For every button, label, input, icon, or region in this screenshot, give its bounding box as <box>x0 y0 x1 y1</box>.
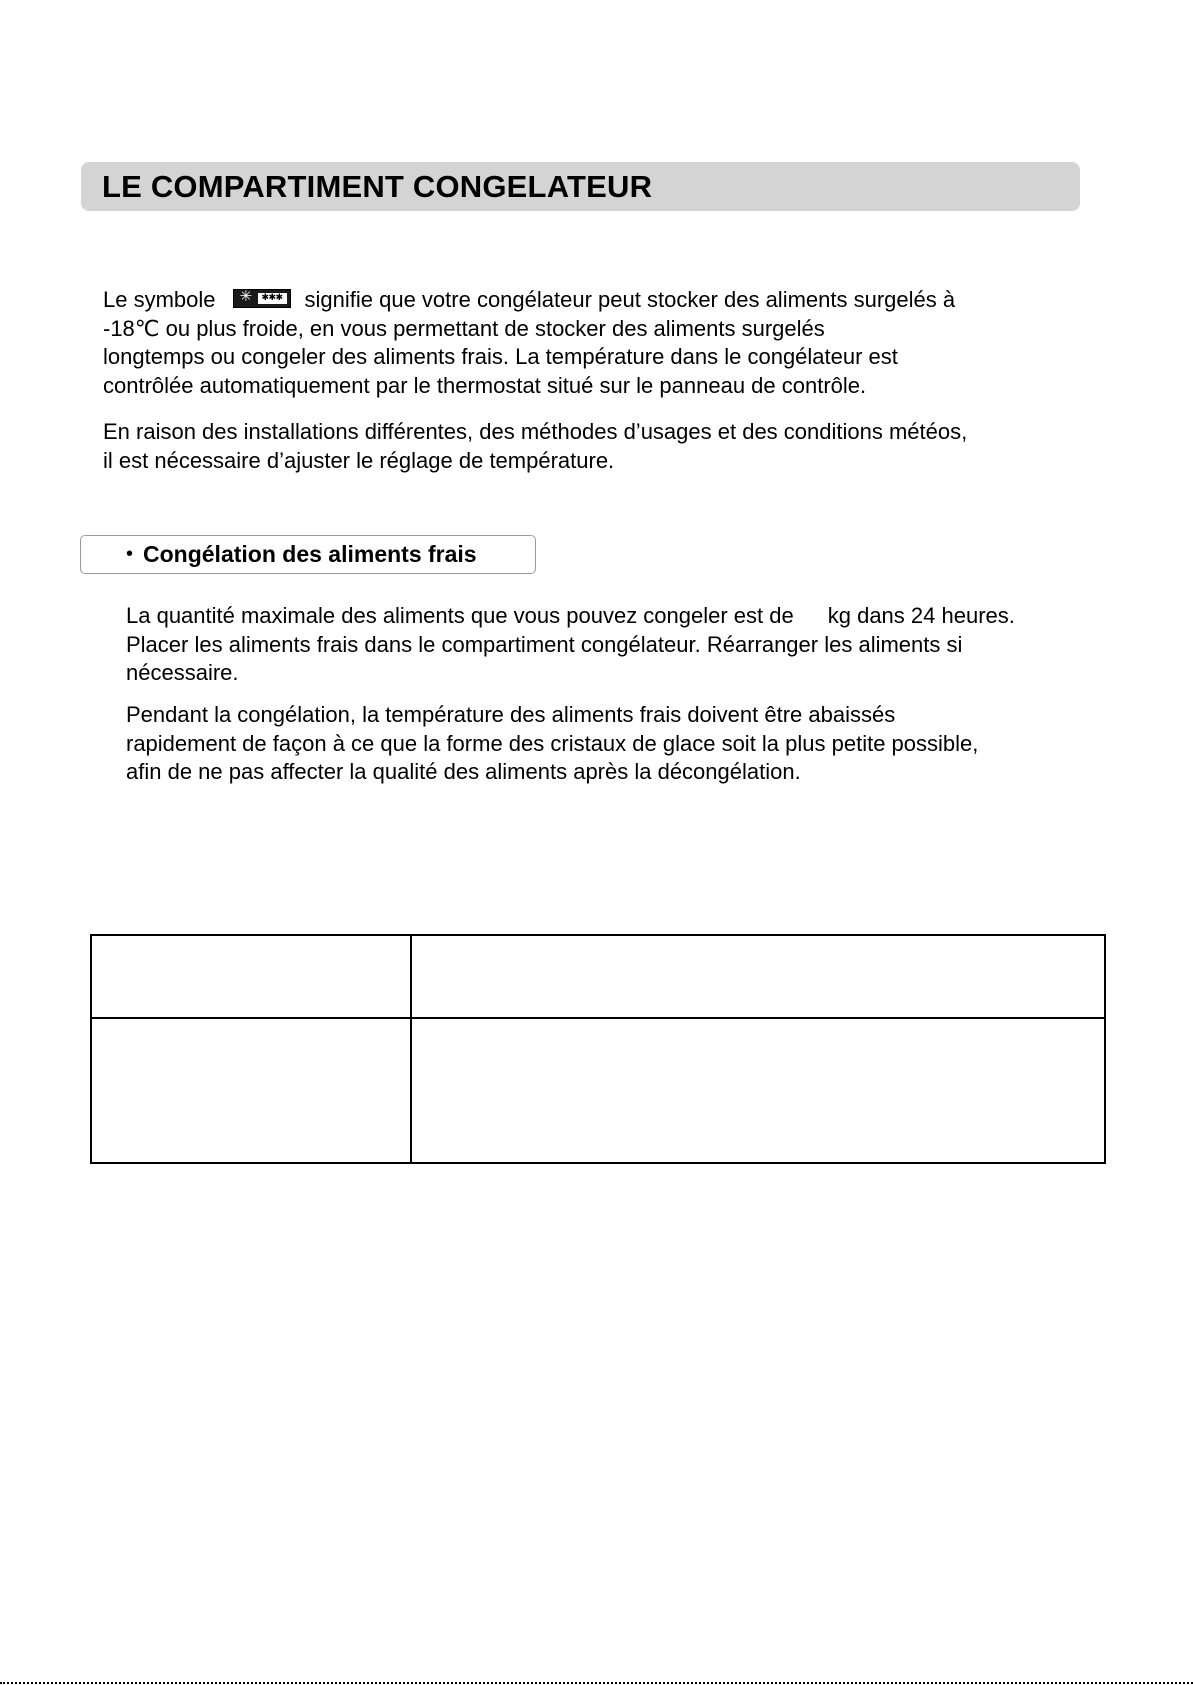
section-title: LE COMPARTIMENT CONGELATEUR <box>102 169 653 204</box>
table-cell <box>91 935 411 1018</box>
freezer-star-symbol-icon: ✳ ✱✱✱ <box>233 289 291 308</box>
table-cell <box>91 1018 411 1163</box>
fresh-freezing-paragraph-2 <box>126 701 978 787</box>
section-header <box>81 162 1080 211</box>
table-cell <box>411 1018 1105 1163</box>
fresh-line-1-after: kg dans 24 heures. <box>827 603 1015 628</box>
intro-line-3: longtemps ou congeler des aliments frais. La température dans le congélateur est <box>103 344 898 369</box>
empty-table <box>90 934 1106 1164</box>
adjust-line-2: il est nécessaire d’ajuster le réglage de température. <box>103 447 615 473</box>
fresh-line-1-before: La quantité maximale des aliments que vous pouvez congeler est de <box>126 603 794 628</box>
intro-line-1-rest: signifie que votre congélateur peut stocker des aliments surgelés à <box>304 287 956 312</box>
fresh-line-2: Placer les aliments frais dans le compartiment congélateur. Réarranger les aliments si <box>126 631 963 657</box>
footer-dotted-rule <box>0 1682 1193 1684</box>
fresh-line-1 <box>126 602 1015 631</box>
table-row <box>91 935 1105 1018</box>
intro-line-1 <box>103 286 955 315</box>
adjust-line-1: En raison des installations différentes, des méthodes d’usages et des conditions météos, <box>103 419 968 444</box>
fresh-line-3: nécessaire. <box>126 660 239 685</box>
fresh-freezing-subheader <box>80 535 536 574</box>
table-cell <box>411 935 1105 1018</box>
intro-line-4: contrôlée automatiquement par le thermostat situé sur le panneau de contrôle. <box>103 372 867 398</box>
intro-paragraph <box>103 286 955 400</box>
intro-symbol-prefix: Le symbole <box>103 287 216 312</box>
adjust-paragraph <box>103 418 967 475</box>
fresh-p2-line-3: afin de ne pas affecter la qualité des aliments après la décongélation. <box>126 759 801 784</box>
table-row <box>91 1018 1105 1163</box>
fresh-p2-line-1: Pendant la congélation, la température des aliments frais doivent être abaissés <box>126 702 896 727</box>
intro-line-2: -18℃ ou plus froide, en vous permettant de stocker des aliments surgelés <box>103 315 825 341</box>
bullet-icon: • <box>126 543 134 565</box>
fresh-freezing-paragraph-1 <box>126 602 1015 688</box>
fresh-p2-line-2: rapidement de façon à ce que la forme des cristaux de glace soit la plus petite possible, <box>126 730 979 756</box>
fresh-freezing-title: Congélation des aliments frais <box>143 541 477 567</box>
